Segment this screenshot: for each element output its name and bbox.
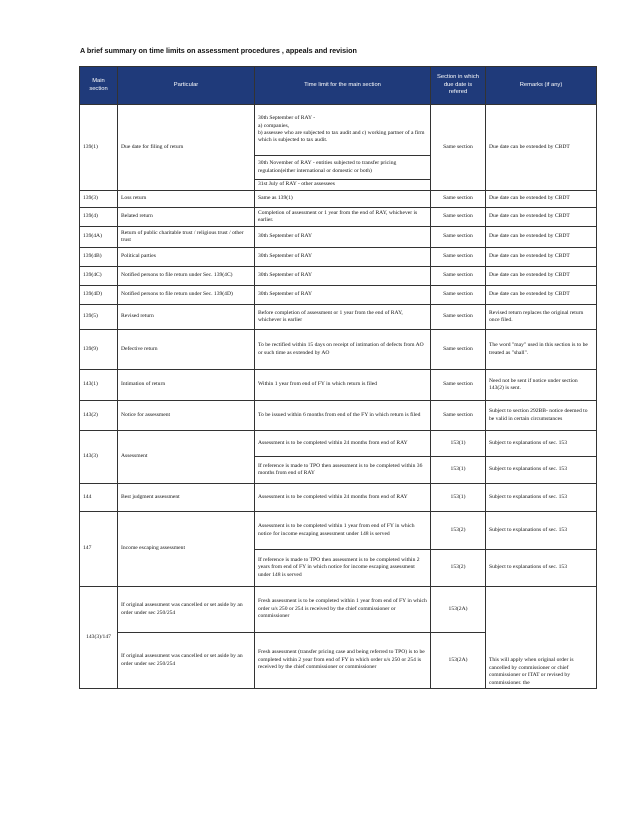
cell-due-section: Same section — [431, 248, 486, 267]
cell-due-section: 153(2) — [431, 512, 486, 550]
table-row — [80, 330, 597, 370]
table-row — [80, 370, 597, 401]
cell-time-limit: Assessment is to be completed within 24 months from end of RAY — [255, 431, 431, 457]
header-main-section: Main section — [80, 67, 118, 105]
cell-section: 143(2) — [80, 401, 118, 431]
cell-due-section: Same section — [431, 105, 486, 191]
table-row — [80, 587, 597, 633]
cell-particular: Assessment — [118, 431, 255, 484]
cell-particular: Defective return — [118, 330, 255, 370]
cell-remarks: Due date can be extended by CBDT — [486, 105, 597, 191]
cell-time-limit: 31st July of RAY - other assessees — [255, 180, 431, 191]
cell-particular: Notified persons to file return under Sec. 139(4D) — [118, 286, 255, 305]
table-row — [80, 227, 597, 248]
table-header-row — [80, 67, 597, 105]
cell-section: 144 — [80, 484, 118, 512]
header-particular: Particular — [118, 67, 255, 105]
cell-remarks: Need not be sent if notice under section 143(2) is sent. — [486, 370, 597, 401]
cell-time-limit: If reference is made to TPO then assessment is to be completed within 2 years from end of FY in which notice for income escaping assessment under 148 is served — [255, 550, 431, 587]
cell-remarks: Due date can be extended by CBDT — [486, 191, 597, 208]
table-row — [80, 208, 597, 227]
cell-remarks: Subject to explanations of sec. 153 — [486, 484, 597, 512]
cell-particular: Belated return — [118, 208, 255, 227]
cell-particular: Loss return — [118, 191, 255, 208]
cell-section: 139(3) — [80, 191, 118, 208]
cell-due-section: 153(2A) — [431, 633, 486, 689]
cell-time-limit: Fresh assessment is to be completed within 1 year from end of FY in which order u/s 250 or 254 is received by the chief commissioner or commissioner — [255, 587, 431, 633]
cell-particular: If original assessment was cancelled or set aside by an order under sec 250/254 — [118, 587, 255, 633]
cell-time-limit: Completion of assessment or 1 year from the end of RAY, whichever is earlier. — [255, 208, 431, 227]
cell-due-section: Same section — [431, 208, 486, 227]
cell-time-limit: If reference is made to TPO then assessment is to be completed within 36 months from end of RAY — [255, 457, 431, 484]
cell-time-limit: 30th September of RAY - a) companies, b) assessee who are subjected to tax audit and c) working partner of a firm which is subjected to tax audit. — [255, 105, 431, 156]
cell-particular: Notified persons to file return under Sec. 139(4C) — [118, 267, 255, 286]
table-row — [80, 105, 597, 156]
cell-time-limit: To be issued within 6 months from end of the FY in which return is filed — [255, 401, 431, 431]
cell-due-section: Same section — [431, 191, 486, 208]
cell-due-section: 153(1) — [431, 484, 486, 512]
table-row — [80, 286, 597, 305]
cell-remarks: Due date can be extended by CBDT — [486, 286, 597, 305]
cell-due-section: Same section — [431, 267, 486, 286]
cell-time-limit: Before completion of assessment or 1 year from the end of RAY, whichever is earlier — [255, 305, 431, 330]
cell-due-section: Same section — [431, 370, 486, 401]
cell-section: 139(9) — [80, 330, 118, 370]
cell-remarks: Subject to explanations of sec. 153 — [486, 457, 597, 484]
cell-particular: Political parties — [118, 248, 255, 267]
cell-time-limit: 30th September of RAY — [255, 267, 431, 286]
cell-due-section: 153(1) — [431, 431, 486, 457]
cell-remarks: Due date can be extended by CBDT — [486, 208, 597, 227]
table-row — [80, 401, 597, 431]
cell-due-section: 153(2) — [431, 550, 486, 587]
cell-remarks: Subject to explanations of sec. 153 — [486, 431, 597, 457]
cell-section: 139(5) — [80, 305, 118, 330]
cell-time-limit: To be rectified within 15 days on receipt of intimation of defects from AO or such time as extended by AO — [255, 330, 431, 370]
cell-due-section: Same section — [431, 305, 486, 330]
cell-particular: Income escaping assessment — [118, 512, 255, 587]
cell-remarks: Due date can be extended by CBDT — [486, 248, 597, 267]
cell-particular: Intimation of return — [118, 370, 255, 401]
cell-due-section: Same section — [431, 330, 486, 370]
cell-remarks: This will apply when original order is cancelled by commissioner or chief commissioner or ITAT or revised by commissioner. the — [486, 587, 597, 689]
cell-remarks: The word "may" used in this section is to be treated as "shall". — [486, 330, 597, 370]
cell-particular: Due date for filing of return — [118, 105, 255, 191]
cell-particular: Return of public charitable trust / religious trust / other trust — [118, 227, 255, 248]
table-row — [80, 431, 597, 457]
cell-remarks: Subject to section 292BB- notice deemed to be valid in certain circumstances — [486, 401, 597, 431]
table-row — [80, 191, 597, 208]
cell-time-limit: 30th September of RAY — [255, 248, 431, 267]
cell-particular: Notice for assessment — [118, 401, 255, 431]
cell-remarks: Due date can be extended by CBDT — [486, 267, 597, 286]
cell-time-limit: Same as 139(1) — [255, 191, 431, 208]
table-row — [80, 512, 597, 550]
cell-section: 139(1) — [80, 105, 118, 191]
cell-time-limit: Fresh assessment (transfer pricing case and being referred to TPO) is to be completed within 2 year from end of FY in which order u/s 250 or 254 is received by the chief commissioner or commissioner — [255, 633, 431, 689]
table-row — [80, 305, 597, 330]
cell-particular: Revised return — [118, 305, 255, 330]
cell-time-limit: 30th November of RAY - entities subjected to transfer pricing regulation(either international or domestic or both) — [255, 156, 431, 180]
cell-due-section: 153(1) — [431, 457, 486, 484]
cell-due-section: Same section — [431, 286, 486, 305]
cell-section: 147 — [80, 512, 118, 587]
cell-section: 143(3) — [80, 431, 118, 484]
cell-remarks: Subject to explanations of sec. 153 — [486, 512, 597, 550]
cell-time-limit: Assessment is to be completed within 24 months from end of RAY — [255, 484, 431, 512]
cell-section: 139(4A) — [80, 227, 118, 248]
header-remarks: Remarks (if any) — [486, 67, 597, 105]
cell-section: 143(1) — [80, 370, 118, 401]
cell-time-limit: 30th September of RAY — [255, 227, 431, 248]
cell-due-section: Same section — [431, 401, 486, 431]
cell-section: 139(4D) — [80, 286, 118, 305]
cell-section: 139(4) — [80, 208, 118, 227]
cell-time-limit: Within 1 year from end of FY in which return is filed — [255, 370, 431, 401]
table-row — [80, 267, 597, 286]
document-title: A brief summary on time limits on assessment procedures , appeals and revision — [80, 46, 357, 55]
cell-section: 139(4C) — [80, 267, 118, 286]
cell-remarks: Revised return replaces the original return once filed. — [486, 305, 597, 330]
cell-section: 143(3)/147 — [80, 587, 118, 689]
cell-time-limit: Assessment is to be completed within 1 year from end of FY in which notice for income escaping assessment under 148 is served — [255, 512, 431, 550]
table-row — [80, 484, 597, 512]
table-row — [80, 248, 597, 267]
cell-particular: Best judgment assessment — [118, 484, 255, 512]
cell-due-section: 153(2A) — [431, 587, 486, 633]
cell-due-section: Same section — [431, 227, 486, 248]
header-time-limit: Time limit for the main section — [255, 67, 431, 105]
cell-remarks: Due date can be extended by CBDT — [486, 227, 597, 248]
header-due-section: Section in which due date is refered — [431, 67, 486, 105]
cell-section: 139(4B) — [80, 248, 118, 267]
assessment-time-limits-table — [79, 66, 597, 689]
cell-remarks: Subject to explanations of sec. 153 — [486, 550, 597, 587]
cell-time-limit: 30th September of RAY — [255, 286, 431, 305]
cell-particular: If original assessment was cancelled or set aside by an order under sec 250/254 — [118, 633, 255, 689]
